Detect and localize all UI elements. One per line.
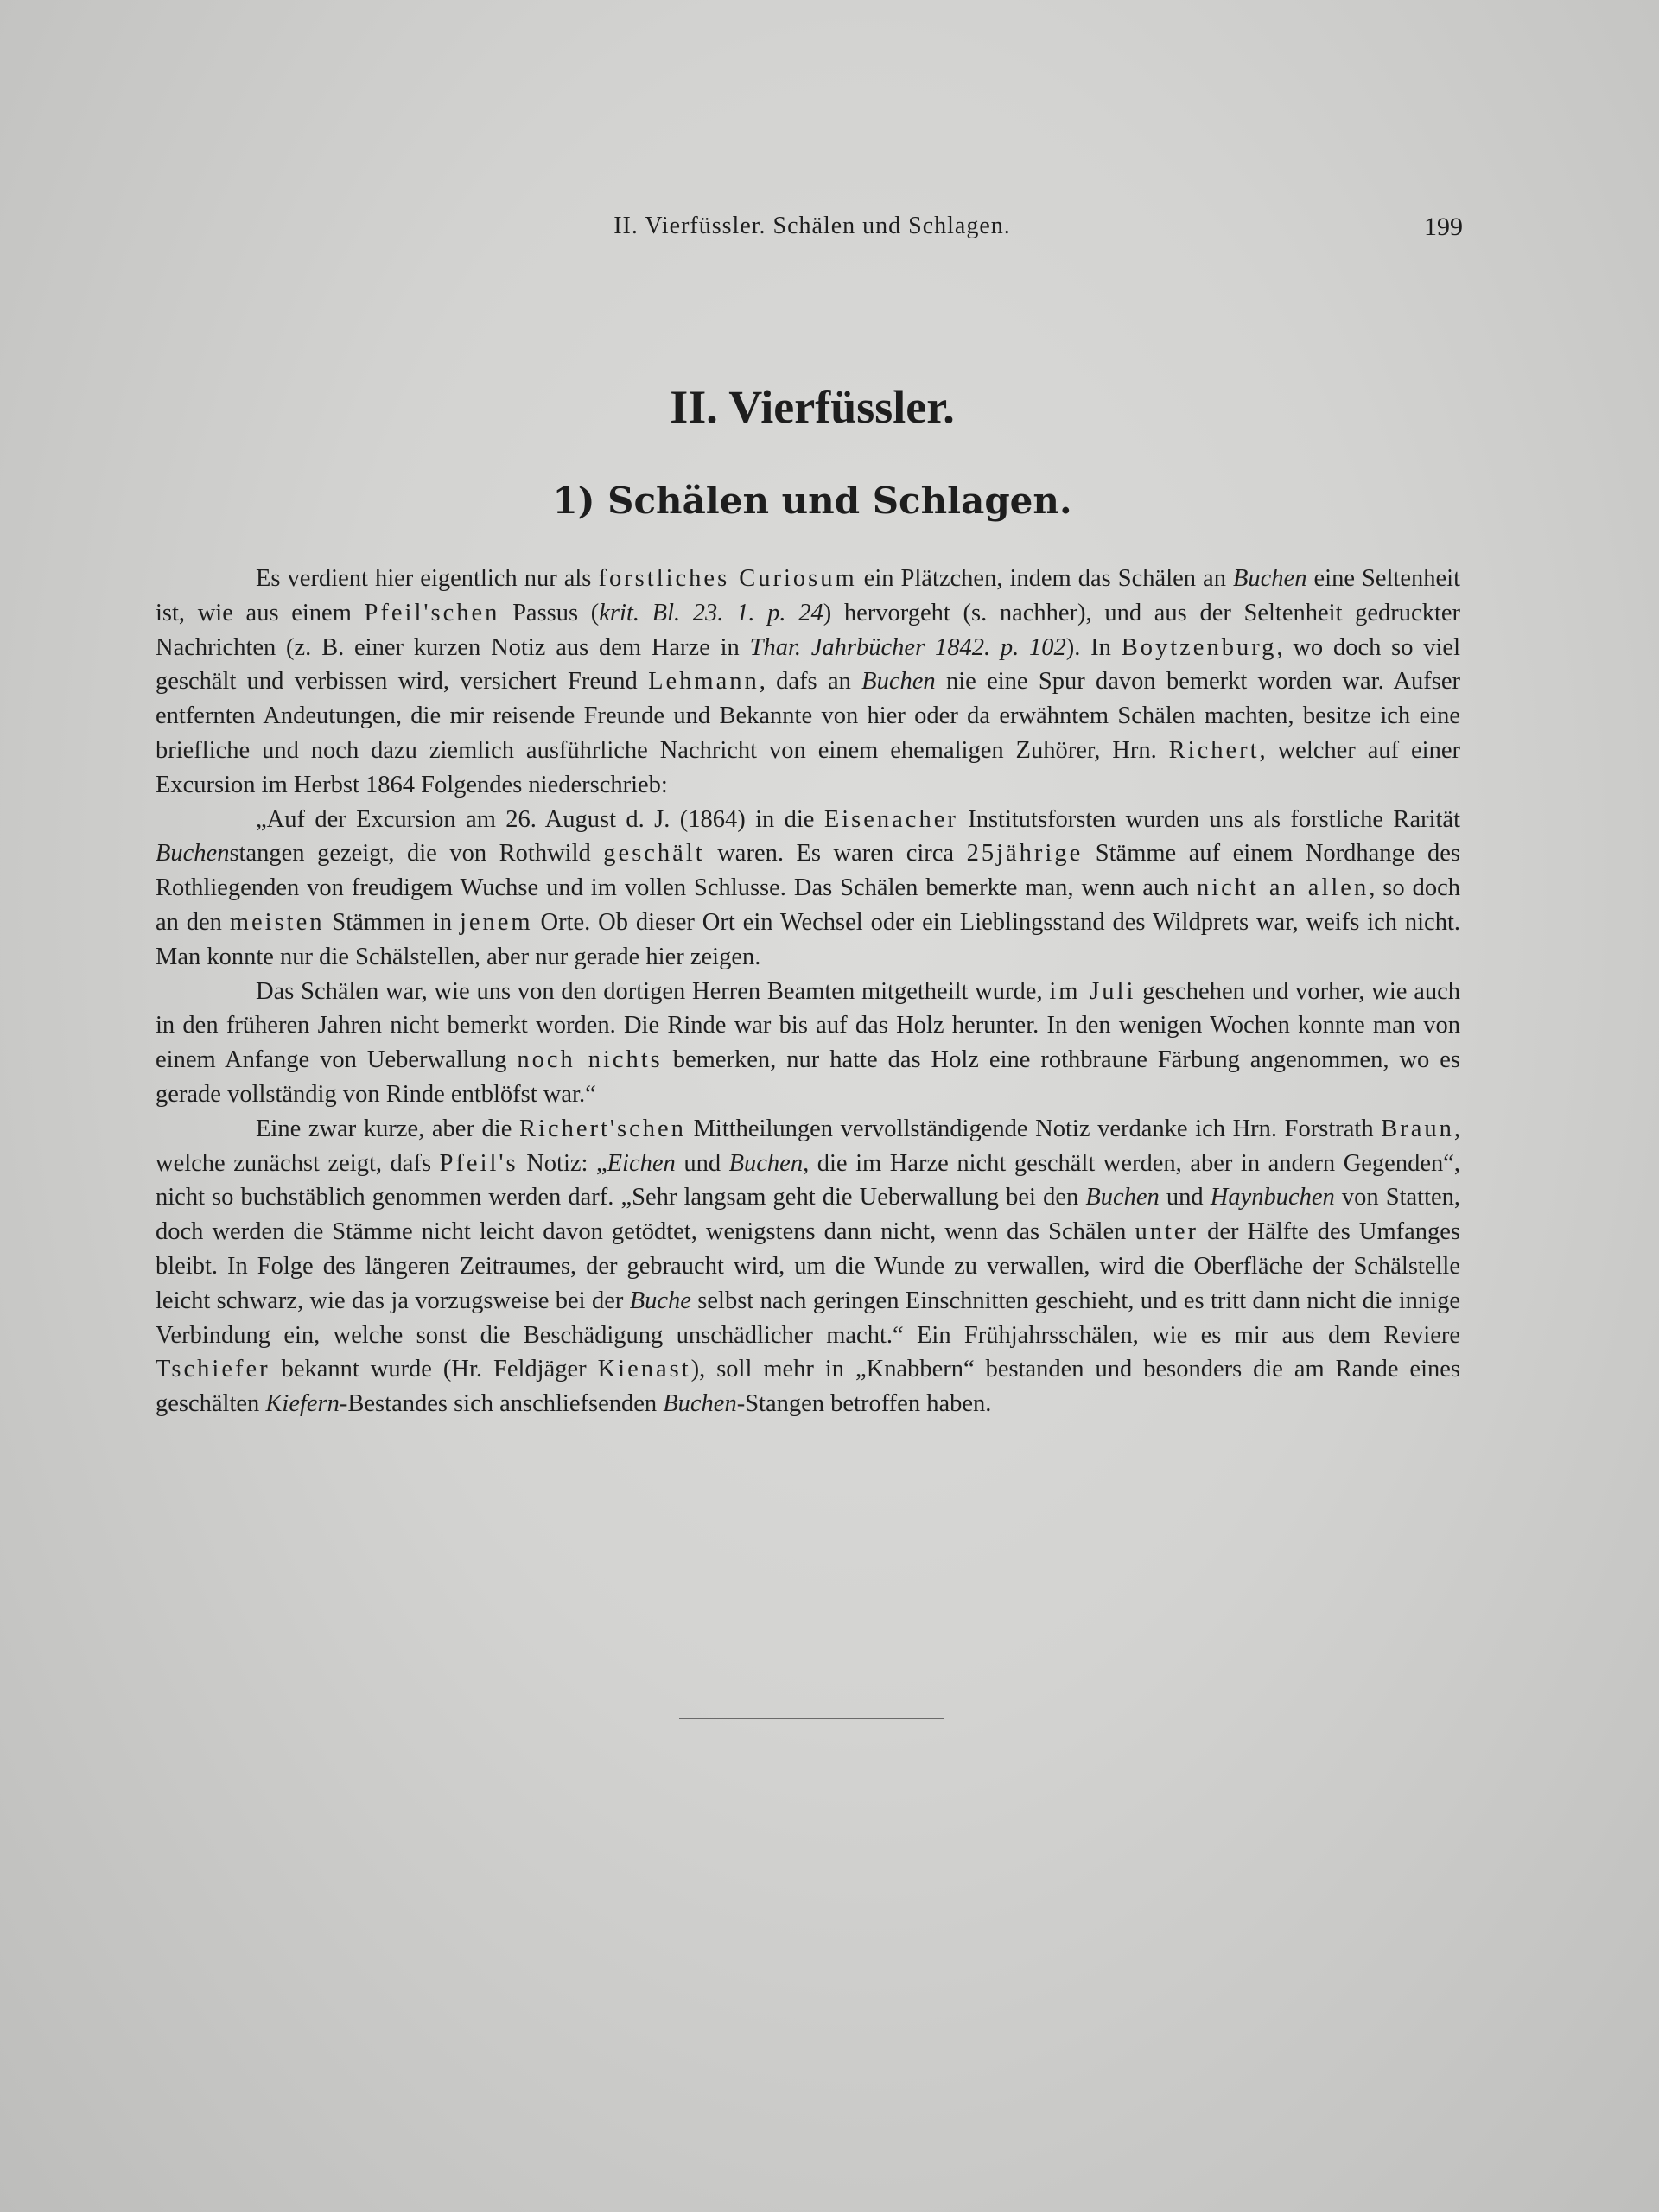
running-head: II. Vierfüssler. Schälen und Schlagen. — [613, 213, 1011, 239]
text-run: waren. Es waren circa — [704, 840, 967, 868]
italic-text: Buchen — [1233, 565, 1307, 592]
italic-text: Buchen — [861, 668, 936, 696]
text-run: Stämme auf einem Nordhange des Rothliegenden von freudigem Wuchse und im vollen Schlusse. Das Schälen bemerkte man, wenn auch — [156, 840, 1460, 902]
text-run: -Stangen betroffen haben. — [736, 1390, 992, 1418]
italic-text: Buchen — [156, 840, 230, 868]
text-run: , so doch an den — [156, 874, 1461, 936]
spaced-text: Lehmann — [648, 668, 760, 696]
text-run: ein Plätzchen, indem das Schälen an — [856, 565, 1233, 592]
text-run: bekannt wurde (Hr. Feldjäger — [270, 1356, 598, 1383]
italic-text: Buchen — [1085, 1184, 1160, 1211]
paragraph — [156, 975, 1460, 1112]
text-run: bemerken, nur hatte das Holz eine rothbraune Färbung angenommen, wo es gerade vollständig von Rinde entblöfst war.“ — [156, 1046, 1460, 1108]
paragraph — [156, 1112, 1460, 1421]
italic-text: Buchen, — [728, 1149, 810, 1177]
text-run: von Statten, doch werden die Stämme nicht leicht davon getödtet, wenigstens dann nicht, wenn das Schälen — [156, 1184, 1461, 1246]
italic-text: Kiefern — [265, 1390, 340, 1418]
spaced-text: forstliches Curiosum — [598, 565, 857, 592]
text-run: eine Seltenheit ist, wie aus einem — [156, 565, 1460, 626]
spaced-text: Richert — [1168, 736, 1260, 764]
italic-text: Thar. Jahrbücher 1842. p. 102 — [749, 633, 1066, 661]
spaced-text: jenem — [459, 908, 533, 936]
spaced-text: geschält — [603, 840, 705, 868]
text-run: und — [1159, 1184, 1211, 1211]
spaced-text: meisten — [229, 908, 325, 936]
text-run: , welcher auf einer Excursion im Herbst 1864 Folgendes niederschrieb: — [156, 736, 1460, 798]
text-run: Es verdient hier eigentlich nur als — [256, 565, 599, 592]
spaced-text: Eisenacher — [823, 805, 958, 833]
text-run: Orte. Ob dieser Ort ein Wechsel oder ein Lieblingsstand des Wildprets war, weifs ich nicht. Man konnte nur die Schälstellen, aber nur gerade hier zeigen. — [156, 908, 1460, 970]
text-run: , wo doch so viel geschält und verbissen wird, versichert Freund — [156, 633, 1460, 696]
section-title: II. Vierfüssler. — [670, 381, 955, 433]
text-run: geschehen und vorher, wie auch in den früheren Jahren nicht bemerkt worden. Die Rinde war bis auf das Holz herunter. In den wenigen Wochen konnte man von einem Anfange von Ueberwallung — [156, 977, 1460, 1074]
italic-text: Buchen — [663, 1390, 737, 1418]
text-run: Das Schälen war, wie uns von den dortigen Herren Beamten mitgetheilt wurde, — [256, 977, 1050, 1005]
text-run: , welche zunächst zeigt, dafs — [156, 1115, 1460, 1177]
text-run: Notiz: „ — [518, 1149, 607, 1177]
subsection-title: 1) Schälen und Schlagen. — [552, 480, 1072, 522]
page-number: 199 — [1424, 213, 1463, 241]
text-run: Institutsforsten wurden uns als forstliche Rarität — [957, 805, 1460, 833]
spaced-text: Braun — [1381, 1115, 1454, 1142]
text-run: ). In — [1065, 633, 1122, 661]
text-run: nie eine Spur davon bemerkt worden war. Aufser entfernten Andeutungen, die mir reisende Freunde und Bekannte von hier oder da erwähntem Schälen machten, besitze ich eine briefliche und noch dazu ziemlich ausführliche Nachricht von einem ehemaligen Zuhörer, Hrn. — [156, 668, 1460, 764]
text-run: Stämmen in — [324, 908, 460, 936]
text-run: Mittheilungen vervollständigende Notiz verdanke ich Hrn. Forstrath — [685, 1115, 1382, 1142]
spaced-text: Boytzenburg — [1121, 633, 1277, 661]
body-text — [156, 562, 1460, 1421]
text-run: selbst nach geringen Einschnitten geschieht, und es tritt dann nicht die innige Verbindung ein, welche sonst die Beschädigung unschädlicher macht.“ Ein Frühjahrsschälen, wie es mir aus dem Reviere — [156, 1287, 1460, 1349]
text-run: Eine zwar kurze, aber die — [256, 1115, 520, 1142]
text-run: und — [675, 1149, 729, 1177]
text-run: stangen gezeigt, die von Rothwild — [229, 840, 604, 868]
text-run: ) hervorgeht (s. nachher), und aus der Seltenheit gedruckter Nachrichten (z. B. einer kurzen Notiz aus dem Harze in — [156, 599, 1461, 661]
text-run: „Auf der Excursion am 26. August d. J. (1864) in die — [256, 805, 824, 833]
text-run: , dafs an — [759, 668, 862, 696]
spaced-text: noch nichts — [517, 1046, 663, 1074]
spaced-text: Pfeil's — [439, 1149, 518, 1177]
spaced-text: im Juli — [1049, 977, 1136, 1005]
text-run: die im Harze nicht geschält werden, aber in andern Gegenden“, nicht so buchstäblich genommen werden darf. „Sehr langsam geht die Ueberwallung bei den — [156, 1149, 1461, 1211]
paragraph — [156, 562, 1460, 803]
spaced-text: Kienast — [597, 1356, 691, 1383]
end-rule — [679, 1718, 944, 1719]
spaced-text: Richert'schen — [519, 1115, 686, 1142]
paragraph — [156, 803, 1460, 975]
text-run: ), soll mehr in „Knabbern“ bestanden und besonders die am Rande eines geschälten — [156, 1356, 1460, 1418]
italic-text: krit. Bl. 23. 1. p. 24 — [599, 599, 823, 626]
spaced-text: nicht an allen — [1196, 874, 1370, 902]
italic-text: Haynbuchen — [1210, 1184, 1335, 1211]
text-run: der Hälfte des Umfanges bleibt. In Folge des längeren Zeitraumes, der gebraucht wird, um die Wunde zu verwallen, wird die Oberfläche der Schälstelle leicht schwarz, wie das ja vorzugsweise bei der — [156, 1218, 1460, 1314]
spaced-text: Tschiefer — [156, 1356, 270, 1383]
spaced-text: 25jährige — [966, 840, 1084, 868]
text-run: Passus ( — [499, 599, 600, 626]
italic-text: Eichen — [607, 1149, 676, 1177]
spaced-text: Pfeil'schen — [364, 599, 500, 626]
italic-text: Buche — [629, 1287, 691, 1314]
text-run: -Bestandes sich anschliefsenden — [339, 1390, 664, 1418]
spaced-text: unter — [1135, 1218, 1198, 1246]
